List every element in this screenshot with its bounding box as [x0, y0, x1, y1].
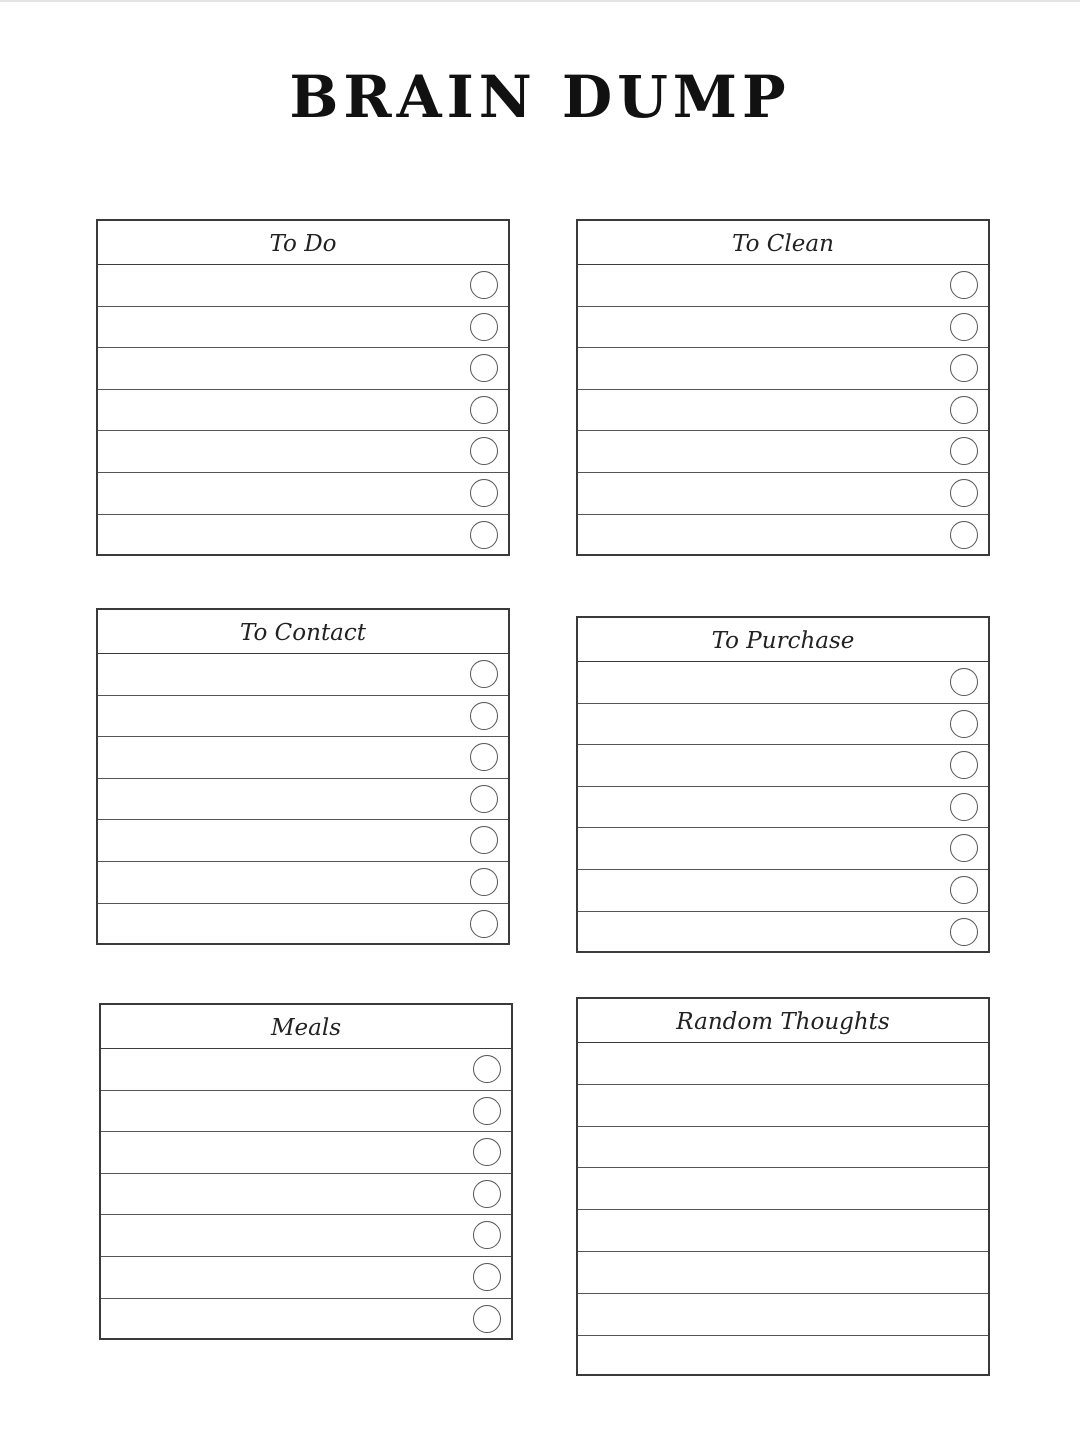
to-purchase-line[interactable]: [578, 912, 988, 954]
to-purchase-rows: [578, 662, 988, 953]
checkbox-circle-icon[interactable]: [950, 271, 978, 299]
checkbox-circle-icon[interactable]: [473, 1055, 501, 1083]
to-clean-line[interactable]: [578, 515, 988, 557]
to-clean-line[interactable]: [578, 307, 988, 349]
checkbox-circle-icon[interactable]: [470, 785, 498, 813]
to-clean-line[interactable]: [578, 473, 988, 515]
to-do-line[interactable]: [98, 515, 508, 557]
page-top-edge: [0, 0, 1080, 2]
to-contact-section: [96, 608, 510, 945]
to-purchase-line[interactable]: [578, 828, 988, 870]
to-clean-line[interactable]: [578, 390, 988, 432]
random-thoughts-line[interactable]: [578, 1294, 988, 1336]
meals-line[interactable]: [101, 1257, 511, 1299]
to-do-section: [96, 219, 510, 556]
meals-section: [99, 1003, 513, 1340]
checkbox-circle-icon[interactable]: [470, 271, 498, 299]
checkbox-circle-icon[interactable]: [950, 876, 978, 904]
checkbox-circle-icon[interactable]: [950, 710, 978, 738]
meals-line[interactable]: [101, 1174, 511, 1216]
checkbox-circle-icon[interactable]: [470, 313, 498, 341]
random-thoughts-line[interactable]: [578, 1336, 988, 1378]
random-thoughts-rows: [578, 1043, 988, 1377]
meals-rows: [101, 1049, 511, 1340]
to-contact-line[interactable]: [98, 779, 508, 821]
to-clean-line[interactable]: [578, 265, 988, 307]
to-do-line[interactable]: [98, 348, 508, 390]
checkbox-circle-icon[interactable]: [950, 668, 978, 696]
to-purchase-line[interactable]: [578, 704, 988, 746]
to-do-line[interactable]: [98, 265, 508, 307]
checkbox-circle-icon[interactable]: [950, 793, 978, 821]
random-thoughts-line[interactable]: [578, 1168, 988, 1210]
checkbox-circle-icon[interactable]: [470, 396, 498, 424]
page-title: BRAIN DUMP: [289, 63, 791, 131]
checkbox-circle-icon[interactable]: [473, 1138, 501, 1166]
section-header-random-thoughts: Random Thoughts: [578, 999, 988, 1043]
checkbox-circle-icon[interactable]: [470, 354, 498, 382]
checkbox-circle-icon[interactable]: [470, 437, 498, 465]
to-do-line[interactable]: [98, 431, 508, 473]
to-do-line[interactable]: [98, 307, 508, 349]
to-purchase-line[interactable]: [578, 745, 988, 787]
random-thoughts-section: [576, 997, 990, 1376]
to-contact-line[interactable]: [98, 654, 508, 696]
checkbox-circle-icon[interactable]: [950, 354, 978, 382]
meals-line[interactable]: [101, 1049, 511, 1091]
checkbox-circle-icon[interactable]: [950, 437, 978, 465]
checkbox-circle-icon[interactable]: [950, 313, 978, 341]
section-header-meals: Meals: [101, 1005, 511, 1049]
section-header-to-clean: To Clean: [578, 221, 988, 265]
to-clean-line[interactable]: [578, 431, 988, 473]
meals-line[interactable]: [101, 1299, 511, 1341]
checkbox-circle-icon[interactable]: [470, 743, 498, 771]
checkbox-circle-icon[interactable]: [470, 868, 498, 896]
to-clean-line[interactable]: [578, 348, 988, 390]
checkbox-circle-icon[interactable]: [470, 660, 498, 688]
checkbox-circle-icon[interactable]: [950, 479, 978, 507]
meals-line[interactable]: [101, 1215, 511, 1257]
section-header-to-contact: To Contact: [98, 610, 508, 654]
to-clean-rows: [578, 265, 988, 556]
random-thoughts-line[interactable]: [578, 1043, 988, 1085]
meals-line[interactable]: [101, 1132, 511, 1174]
to-do-line[interactable]: [98, 473, 508, 515]
to-do-rows: [98, 265, 508, 556]
checkbox-circle-icon[interactable]: [950, 751, 978, 779]
section-header-to-do: To Do: [98, 221, 508, 265]
random-thoughts-line[interactable]: [578, 1252, 988, 1294]
to-clean-section: [576, 219, 990, 556]
checkbox-circle-icon[interactable]: [473, 1180, 501, 1208]
checkbox-circle-icon[interactable]: [470, 910, 498, 938]
checkbox-circle-icon[interactable]: [950, 521, 978, 549]
checkbox-circle-icon[interactable]: [473, 1305, 501, 1333]
checkbox-circle-icon[interactable]: [470, 521, 498, 549]
to-contact-line[interactable]: [98, 737, 508, 779]
section-header-to-purchase: To Purchase: [578, 618, 988, 662]
to-purchase-section: [576, 616, 990, 953]
random-thoughts-line[interactable]: [578, 1210, 988, 1252]
meals-line[interactable]: [101, 1091, 511, 1133]
checkbox-circle-icon[interactable]: [473, 1097, 501, 1125]
to-purchase-line[interactable]: [578, 870, 988, 912]
to-purchase-line[interactable]: [578, 662, 988, 704]
checkbox-circle-icon[interactable]: [950, 834, 978, 862]
checkbox-circle-icon[interactable]: [950, 396, 978, 424]
to-purchase-line[interactable]: [578, 787, 988, 829]
checkbox-circle-icon[interactable]: [470, 479, 498, 507]
random-thoughts-line[interactable]: [578, 1127, 988, 1169]
to-contact-line[interactable]: [98, 696, 508, 738]
checkbox-circle-icon[interactable]: [950, 918, 978, 946]
to-do-line[interactable]: [98, 390, 508, 432]
random-thoughts-line[interactable]: [578, 1085, 988, 1127]
to-contact-line[interactable]: [98, 862, 508, 904]
checkbox-circle-icon[interactable]: [470, 826, 498, 854]
checkbox-circle-icon[interactable]: [473, 1221, 501, 1249]
to-contact-rows: [98, 654, 508, 945]
checkbox-circle-icon[interactable]: [470, 702, 498, 730]
checkbox-circle-icon[interactable]: [473, 1263, 501, 1291]
to-contact-line[interactable]: [98, 904, 508, 946]
to-contact-line[interactable]: [98, 820, 508, 862]
